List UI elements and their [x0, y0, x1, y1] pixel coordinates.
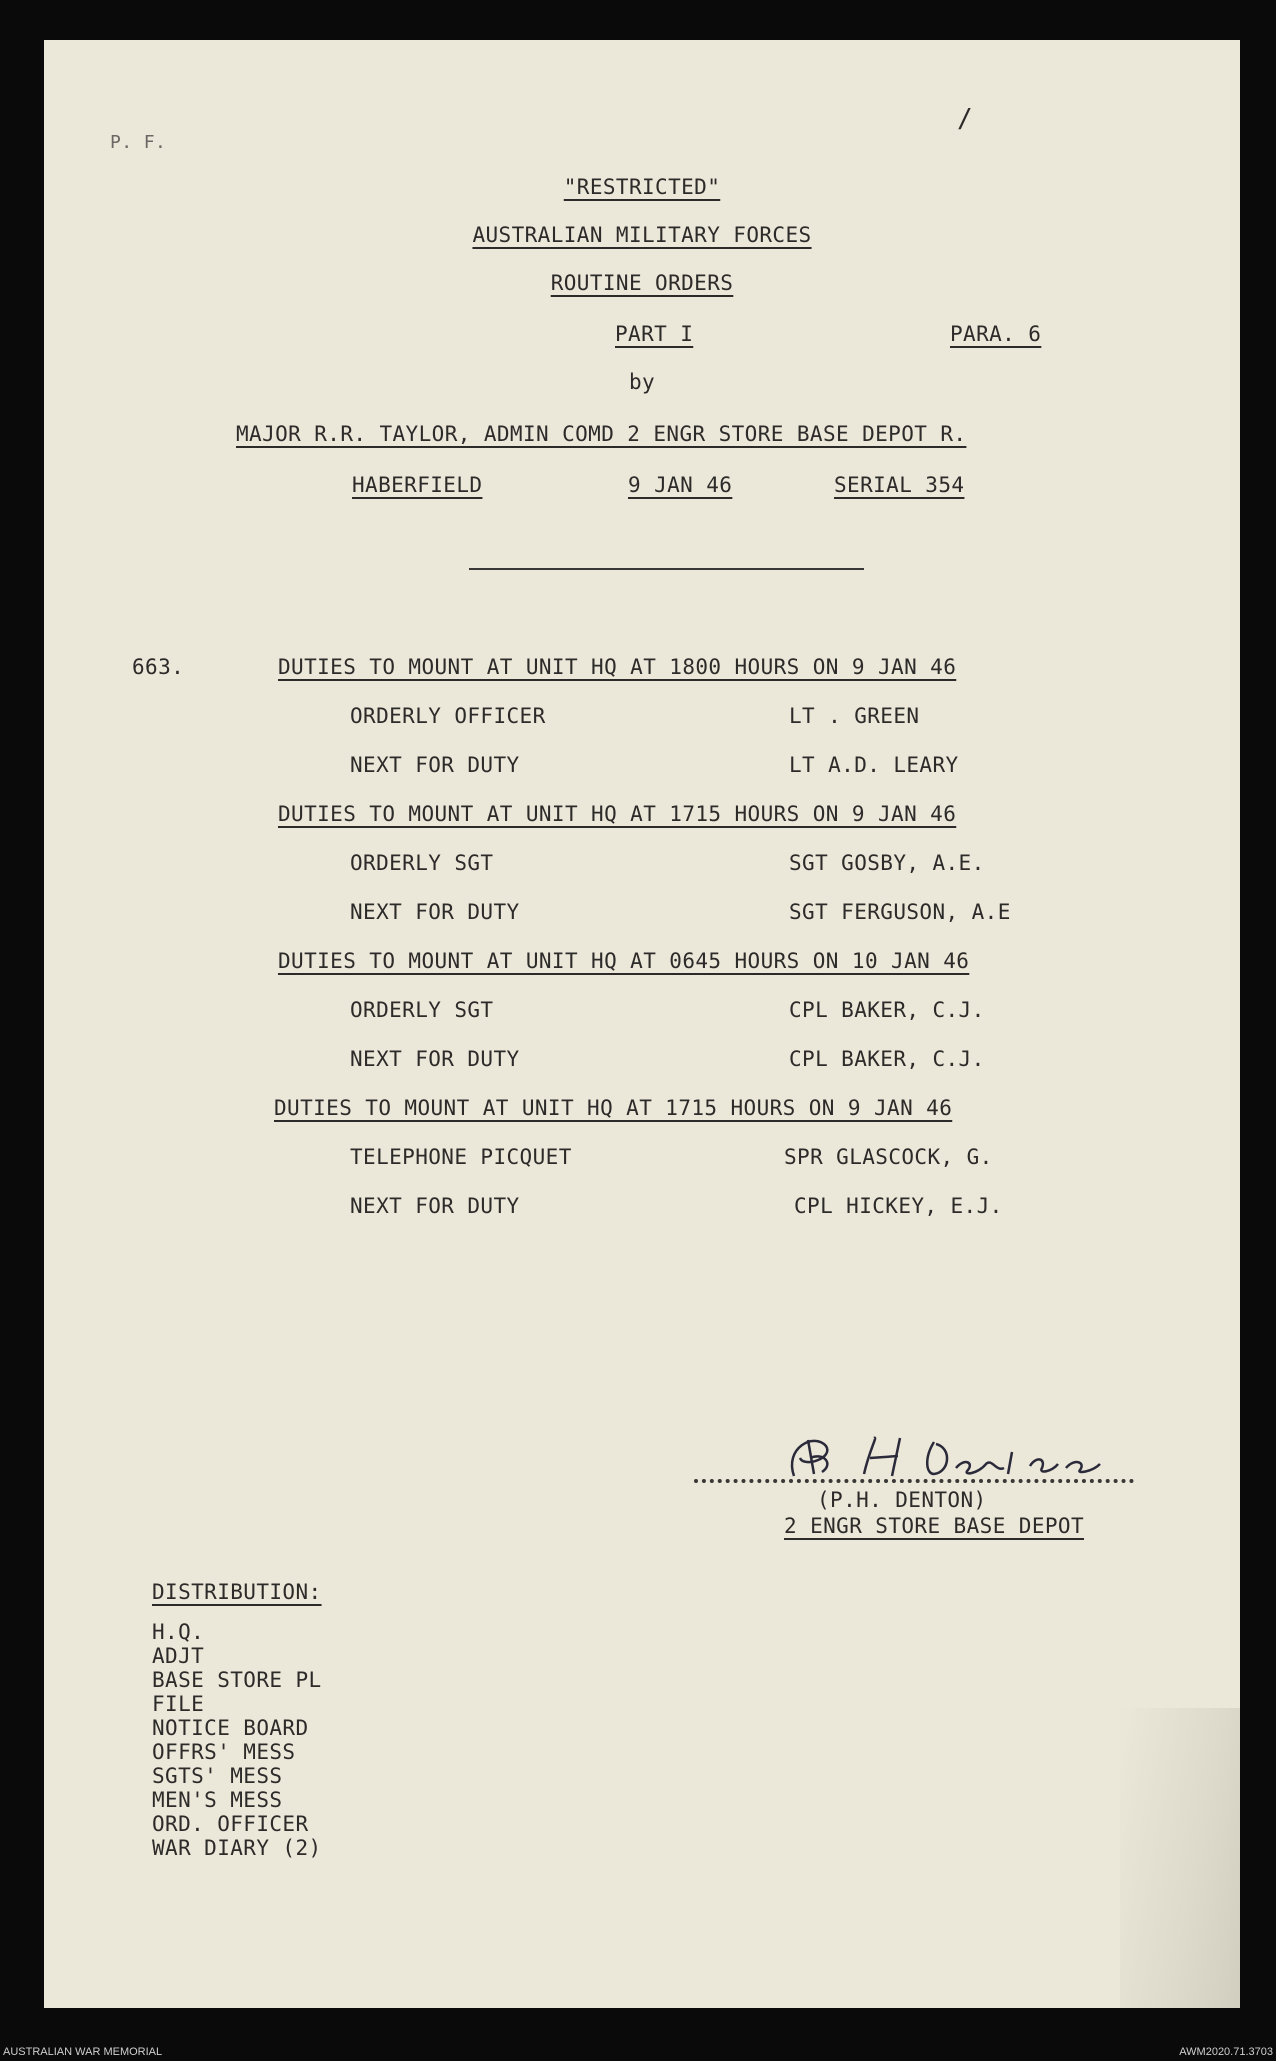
duty-name: LT A.D. LEARY: [789, 753, 959, 777]
duty-name: SPR GLASCOCK, G.: [784, 1145, 993, 1169]
duty-label: NEXT FOR DUTY: [350, 1194, 520, 1218]
doc-type: ROUTINE ORDERS: [550, 271, 734, 295]
list-item: SGTS' MESS: [152, 1764, 283, 1788]
part-label: PART I: [615, 322, 694, 346]
duty-label: TELEPHONE PICQUET: [350, 1145, 572, 1169]
list-item: MEN'S MESS: [152, 1788, 283, 1812]
order-number: 663.: [132, 655, 185, 679]
para-label: PARA. 6: [950, 322, 1042, 346]
list-item: ADJT: [152, 1644, 205, 1668]
by-label: by: [628, 370, 656, 394]
duty-label: ORDERLY OFFICER: [350, 704, 546, 728]
place: HABERFIELD: [352, 473, 483, 497]
section-heading: DUTIES TO MOUNT AT UNIT HQ AT 1715 HOURS ON 9 JAN 46: [274, 1096, 953, 1120]
list-item: NOTICE BOARD: [152, 1716, 309, 1740]
top-mark: /: [957, 104, 974, 134]
duty-label: NEXT FOR DUTY: [350, 900, 520, 924]
list-item: H.Q.: [152, 1620, 205, 1644]
separator-rule: [469, 568, 864, 570]
classification: "RESTRICTED": [563, 175, 721, 199]
corner-mark: P. F.: [110, 132, 167, 153]
duty-label: ORDERLY SGT: [350, 851, 494, 875]
duty-name: SGT FERGUSON, A.E: [789, 900, 1011, 924]
duty-name: SGT GOSBY, A.E.: [789, 851, 985, 875]
duty-name: CPL BAKER, C.J.: [789, 998, 985, 1022]
footer-accession: AWM2020.71.3703: [1179, 2046, 1273, 2058]
duty-name: CPL BAKER, C.J.: [789, 1047, 985, 1071]
serial: SERIAL 354: [834, 473, 965, 497]
section-heading: DUTIES TO MOUNT AT UNIT HQ AT 0645 HOURS ON 10 JAN 46: [278, 949, 970, 973]
issuer-line: MAJOR R.R. TAYLOR, ADMIN COMD 2 ENGR STORE BASE DEPOT R.: [236, 422, 967, 446]
footer-credit: AUSTRALIAN WAR MEMORIAL: [3, 2046, 163, 2058]
section-heading: DUTIES TO MOUNT AT UNIT HQ AT 1715 HOURS ON 9 JAN 46: [278, 802, 957, 826]
signatory-unit: 2 ENGR STORE BASE DEPOT: [784, 1514, 1084, 1538]
duty-label: NEXT FOR DUTY: [350, 753, 520, 777]
org-title: AUSTRALIAN MILITARY FORCES: [472, 223, 812, 247]
document-page: [44, 40, 1240, 2008]
section-heading: DUTIES TO MOUNT AT UNIT HQ AT 1800 HOURS ON 9 JAN 46: [278, 655, 957, 679]
distribution-list: [152, 1620, 322, 1860]
list-item: FILE: [152, 1692, 205, 1716]
duty-label: NEXT FOR DUTY: [350, 1047, 520, 1071]
signatory-name: (P.H. DENTON): [817, 1488, 987, 1512]
duty-name: CPL HICKEY, E.J.: [794, 1194, 1003, 1218]
distribution-heading: DISTRIBUTION:: [152, 1580, 322, 1604]
date: 9 JAN 46: [628, 473, 733, 497]
list-item: WAR DIARY (2): [152, 1836, 322, 1860]
duty-label: ORDERLY SGT: [350, 998, 494, 1022]
page-fold: [1120, 1708, 1240, 2008]
list-item: ORD. OFFICER: [152, 1812, 309, 1836]
list-item: OFFRS' MESS: [152, 1740, 296, 1764]
list-item: BASE STORE PL: [152, 1668, 322, 1692]
signature-line: [694, 1479, 1134, 1483]
duty-name: LT . GREEN: [789, 704, 920, 728]
